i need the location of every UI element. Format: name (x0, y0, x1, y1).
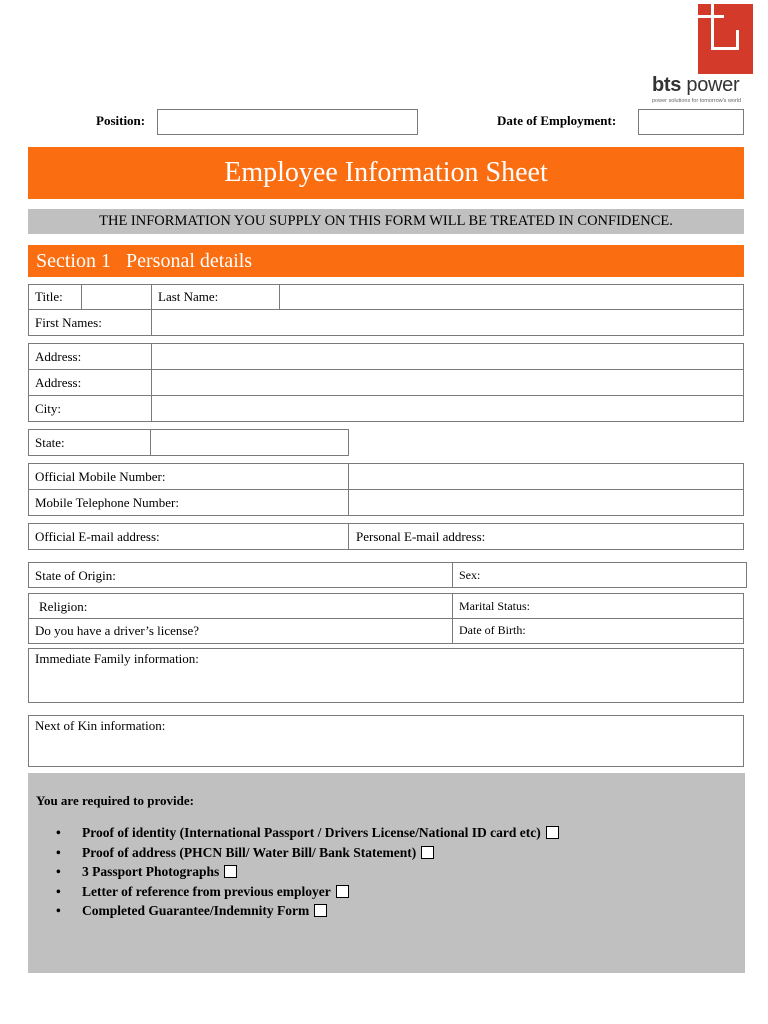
marital-status-label: Marital Status: (459, 599, 530, 613)
confidentiality-notice: THE INFORMATION YOU SUPPLY ON THIS FORM WILL BE TREATED IN CONFIDENCE. (28, 209, 744, 234)
requirement-letter-of-reference: • Letter of reference from previous employer (36, 882, 559, 902)
first-names-field[interactable] (151, 309, 744, 336)
personal-email-label: Personal E-mail address: (356, 529, 486, 544)
last-name-field[interactable] (279, 284, 744, 310)
city-field[interactable] (151, 395, 744, 422)
position-field[interactable] (157, 109, 418, 135)
drivers-license-label: Do you have a driver’s license? (35, 623, 200, 638)
state-of-origin-label: State of Origin: (35, 568, 116, 583)
official-mobile-field[interactable] (348, 463, 744, 490)
bts-logo-mark (698, 4, 753, 74)
requirements-list (36, 823, 559, 921)
position-label: Position: (96, 113, 146, 128)
page-title: Employee Information Sheet (28, 147, 744, 199)
family-info-label: Immediate Family information: (35, 651, 199, 666)
section1-header: Section 1 Personal details (28, 245, 744, 277)
official-mobile-label: Official Mobile Number: (35, 469, 166, 484)
address1-field[interactable] (151, 343, 744, 370)
logo-tagline: power solutions for tomorrow's world (652, 98, 742, 104)
date-of-birth-label: Date of Birth: (459, 623, 526, 637)
proof-of-identity-checkbox[interactable] (546, 826, 559, 839)
proof-of-address-checkbox[interactable] (421, 846, 434, 859)
next-of-kin-label: Next of Kin information: (35, 718, 166, 733)
mobile-telephone-label: Mobile Telephone Number: (35, 495, 179, 510)
requirements-title: You are required to provide: (36, 793, 194, 808)
requirements-panel (28, 773, 745, 973)
state-label: State: (35, 435, 65, 450)
official-email-label: Official E-mail address: (35, 529, 160, 544)
guarantee-form-checkbox[interactable] (314, 904, 327, 917)
passport-photographs-checkbox[interactable] (224, 865, 237, 878)
religion-label: Religion: (39, 599, 88, 614)
requirement-proof-of-identity: • Proof of identity (International Passport / Drivers License/National ID card etc) (36, 823, 559, 843)
city-label: City: (35, 401, 62, 416)
letter-of-reference-checkbox[interactable] (336, 885, 349, 898)
last-name-label: Last Name: (158, 289, 219, 304)
mobile-telephone-field[interactable] (348, 489, 744, 516)
address2-label: Address: (35, 375, 82, 390)
bts-logo-text: bts power (652, 74, 740, 96)
requirement-proof-of-address: • Proof of address (PHCN Bill/ Water Bill/ Bank Statement) (36, 843, 559, 863)
date-of-employment-field[interactable] (638, 109, 744, 135)
address2-field[interactable] (151, 369, 744, 396)
address1-label: Address: (35, 349, 82, 364)
title-label: Title: (35, 289, 63, 304)
first-names-label: First Names: (35, 315, 102, 330)
title-field[interactable] (81, 284, 152, 310)
religion-field[interactable] (28, 593, 453, 619)
date-of-employment-label: Date of Employment: (497, 113, 617, 128)
sex-field[interactable] (452, 562, 747, 588)
requirement-passport-photographs: • 3 Passport Photographs (36, 862, 559, 882)
sex-label: Sex: (459, 568, 481, 582)
state-field[interactable] (150, 429, 349, 456)
requirement-guarantee-form: • Completed Guarantee/Indemnity Form (36, 901, 559, 921)
